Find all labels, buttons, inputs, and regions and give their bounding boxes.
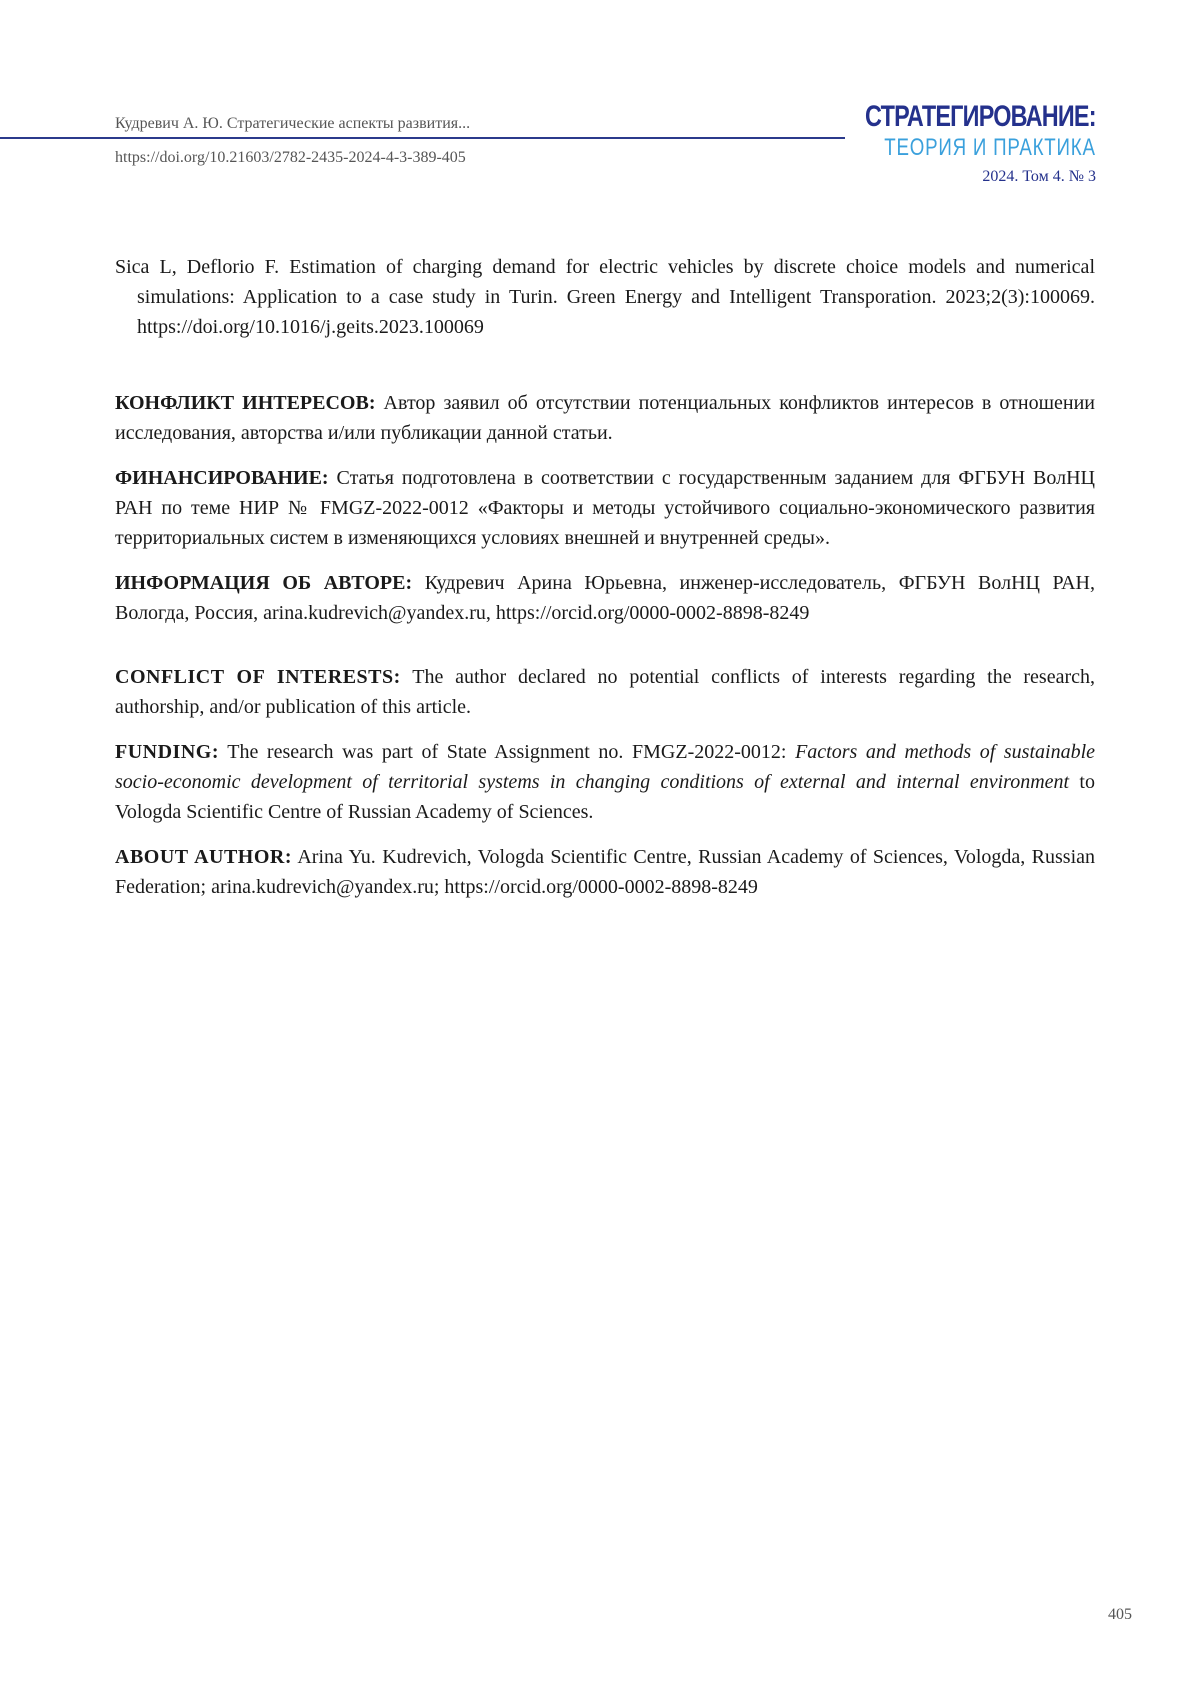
funding-en-text: The research was part of State Assignment no. FMGZ-2022-0012: [219,741,796,763]
author-info-ru-label: ИНФОРМАЦИЯ ОБ АВТОРЕ: [115,572,413,594]
author-info-en-label: ABOUT AUTHOR: [115,846,293,868]
journal-issue: 2024. Том 4. № 3 [982,168,1096,185]
conflict-ru [115,388,1095,448]
funding-en [115,737,1095,827]
running-header-author: Кудревич А. Ю. Стратегические аспекты развития... [115,115,471,132]
reference-entry: Sica L, Deflorio F. Estimation of charging demand for electric vehicles by discrete choice models and numerical simulations: Application to a case study in Turin. Green Energy and Intelligent Transporation. 2023;2(3):100069. https://doi.org/10.1016/j.geits.2023.100069 [115,256,1095,338]
journal-title-line2: ТЕОРИЯ И ПРАКТИКА [884,134,1096,161]
conflict-en [115,662,1095,722]
conflict-ru-text: Автор заявил об отсутствии потенциальных конфликтов интересов в отношении исследования, авторства и/или публикации данной статьи. [115,392,1095,444]
journal-logo [800,100,1096,186]
conflict-en-text: The author declared no potential conflicts of interests regarding the research, authorship, and/or publication of this article. [115,666,1095,718]
running-header-doi[interactable]: https://doi.org/10.21603/2782-2435-2024-4-3-389-405 [115,149,466,166]
author-info-en-text: Arina Yu. Kudrevich, Vologda Scientific Centre, Russian Academy of Sciences, Vologda, Russian Federation; arina.kudrevich@yandex.ru; https://orcid.org/0000-0002-8898-8249 [115,846,1096,898]
funding-ru [115,463,1095,553]
page-number: 405 [1108,1606,1132,1623]
author-info-en [115,842,1095,902]
header-rule [0,137,845,139]
author-info-ru-text: Кудревич Арина Юрьевна, инженер-исследователь, ФГБУН ВолНЦ РАН, Вологда, Россия, arina.kudrevich@yandex.ru, https://orcid.org/0000-0002-8898-8249 [115,572,1095,624]
conflict-en-label: CONFLICT OF INTERESTS: [115,666,401,688]
conflict-ru-label: КОНФЛИКТ ИНТЕРЕСОВ: [115,392,376,414]
funding-ru-text: Статья подготовлена в соответствии с государственным заданием для ФГБУН ВолНЦ РАН по теме НИР № FMGZ-2022-0012 «Факторы и методы устойчивого социально-экономического развития территориальных систем в изменяющихся условиях внешней и внутренней среды». [115,467,1095,549]
funding-en-label: FUNDING: [115,741,219,763]
funding-en-project-title: Factors and methods of sustainable socio-economic development of territorial systems in changing conditions of external and internal environment [115,741,1095,793]
funding-en-text-end: to Vologda Scientific Centre of Russian Academy of Sciences. [115,771,1095,823]
funding-ru-label: ФИНАНСИРОВАНИЕ: [115,467,329,489]
page-content [115,252,1095,917]
journal-title-line1: СТРАТЕГИРОВАНИЕ: [865,100,1096,133]
author-info-ru [115,568,1095,628]
